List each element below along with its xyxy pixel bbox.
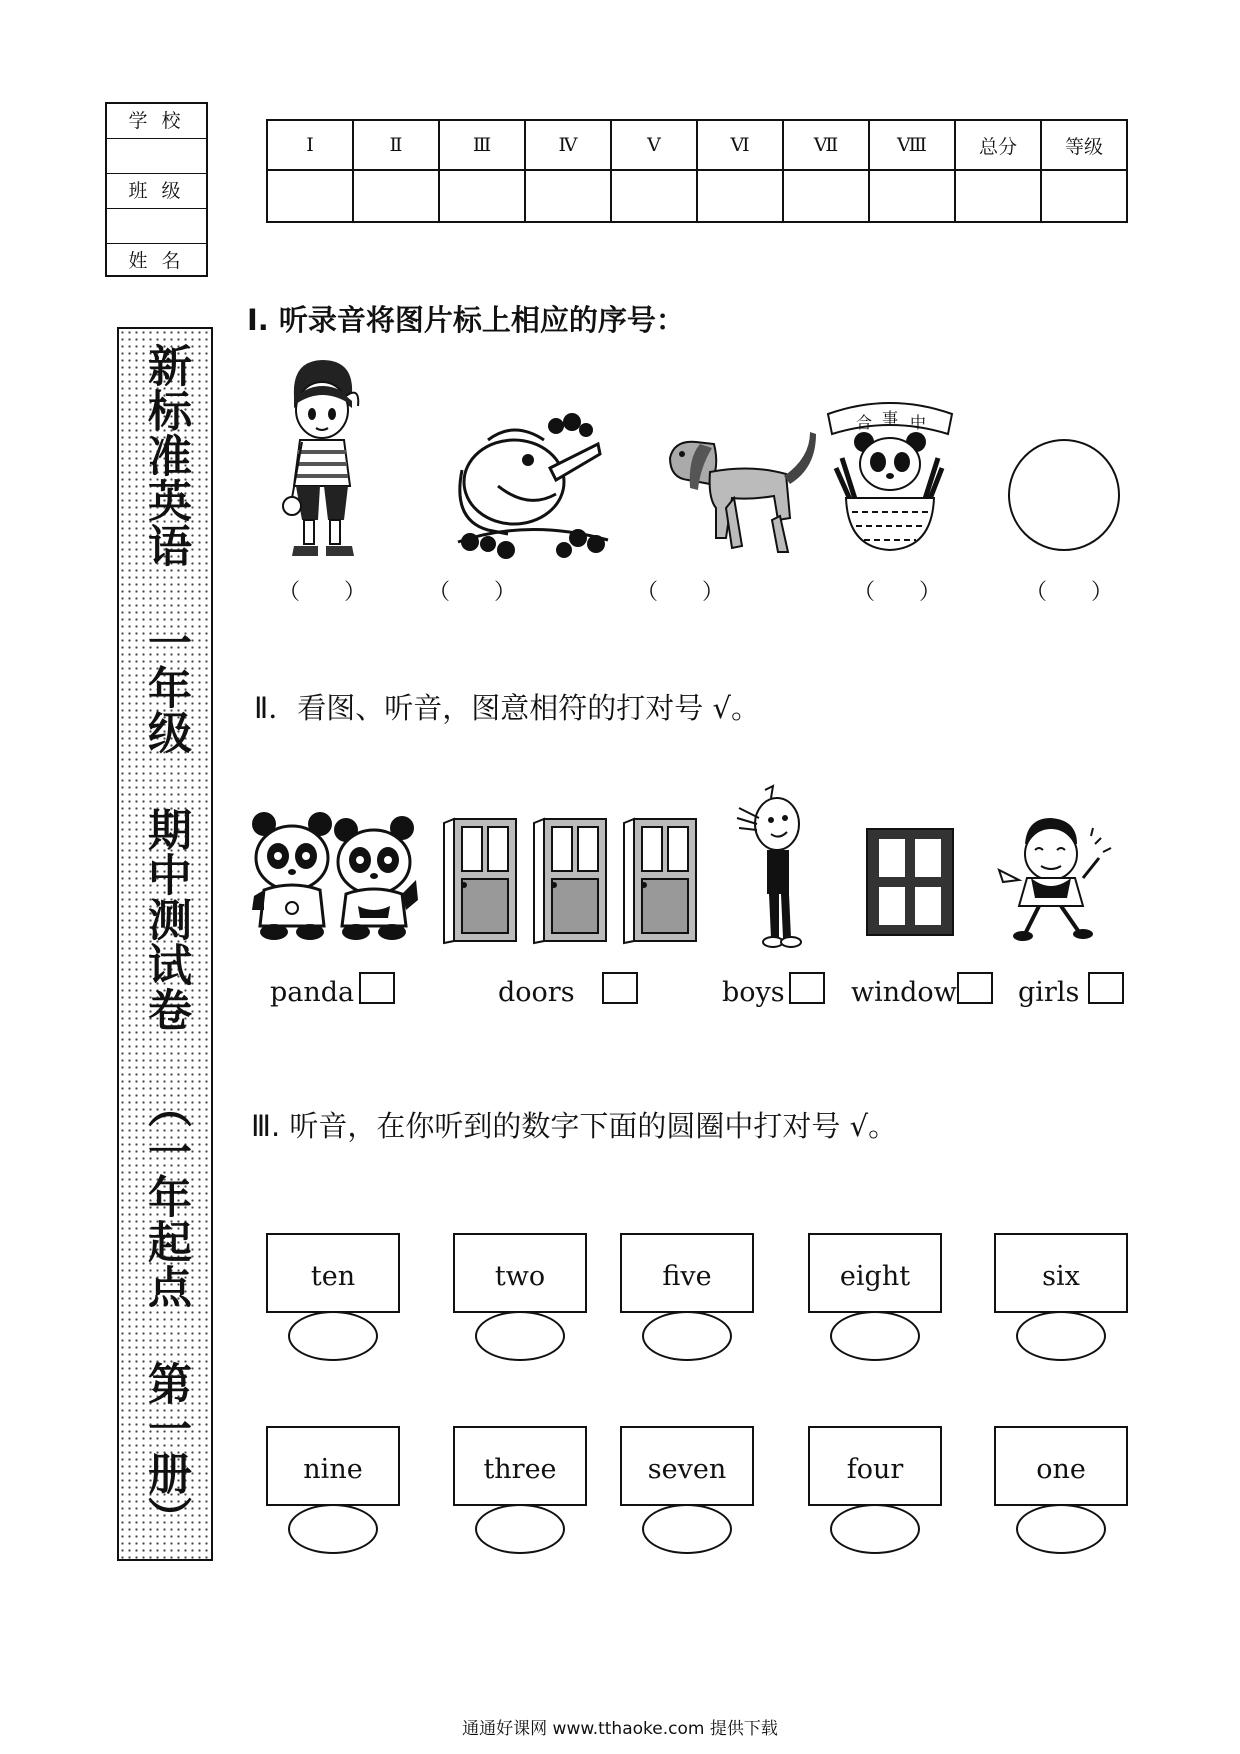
class-field[interactable] bbox=[107, 209, 206, 244]
number-box-one bbox=[994, 1426, 1128, 1506]
answer-slot-1[interactable]: （ ） bbox=[278, 580, 367, 605]
window-illustration bbox=[863, 825, 957, 939]
word-doors: doors bbox=[498, 977, 575, 1008]
number-box-six bbox=[994, 1233, 1128, 1313]
number-word: one bbox=[1036, 1454, 1086, 1485]
number-box-two bbox=[453, 1233, 587, 1313]
answer-slot-2[interactable]: （ ） bbox=[428, 580, 517, 605]
number-box-four bbox=[808, 1426, 942, 1506]
word-panda: panda bbox=[270, 977, 355, 1008]
score-header-total: 总分 bbox=[955, 120, 1041, 170]
answer-oval-seven[interactable] bbox=[642, 1504, 732, 1554]
answer-slot-5[interactable]: （ ） bbox=[1025, 580, 1114, 605]
class-label: 班 级 bbox=[107, 174, 206, 209]
answer-oval-two[interactable] bbox=[475, 1311, 565, 1361]
section1-heading: Ⅰ. 听录音将图片标上相应的序号： bbox=[247, 303, 685, 337]
score-cell[interactable] bbox=[353, 170, 439, 222]
svg-text:合: 合 bbox=[856, 413, 873, 432]
number-box-three bbox=[453, 1426, 587, 1506]
three-doors-illustration bbox=[440, 815, 704, 945]
boy-illustration bbox=[272, 356, 372, 566]
panda-in-basket-illustration bbox=[822, 398, 958, 562]
score-header-6: Ⅵ bbox=[697, 120, 783, 170]
answer-oval-four[interactable] bbox=[830, 1504, 920, 1554]
number-word: six bbox=[1042, 1261, 1080, 1292]
score-table bbox=[266, 119, 1128, 223]
score-header-2: Ⅱ bbox=[353, 120, 439, 170]
word-girls: girls bbox=[1018, 977, 1080, 1008]
score-cell-total[interactable] bbox=[955, 170, 1041, 222]
title-banner bbox=[117, 327, 213, 1561]
number-box-nine bbox=[266, 1426, 400, 1506]
score-header-5: Ⅴ bbox=[611, 120, 697, 170]
svg-text:事: 事 bbox=[882, 409, 899, 428]
answer-oval-three[interactable] bbox=[475, 1504, 565, 1554]
score-cell[interactable] bbox=[439, 170, 525, 222]
score-header-7: Ⅶ bbox=[783, 120, 869, 170]
page-title: 新标准英语 一年级 期中测试卷 （一年起点 第一册） bbox=[140, 343, 191, 1541]
score-header-3: Ⅲ bbox=[439, 120, 525, 170]
number-word: seven bbox=[647, 1454, 727, 1485]
number-word: three bbox=[483, 1454, 557, 1485]
answer-oval-nine[interactable] bbox=[288, 1504, 378, 1554]
checkbox-panda[interactable] bbox=[359, 972, 395, 1004]
answer-oval-one[interactable] bbox=[1016, 1504, 1106, 1554]
checkbox-girls[interactable] bbox=[1088, 972, 1124, 1004]
bird-illustration bbox=[448, 410, 618, 560]
number-word: eight bbox=[839, 1261, 911, 1292]
score-header-1: Ⅰ bbox=[267, 120, 353, 170]
score-cell[interactable] bbox=[697, 170, 783, 222]
answer-slot-3[interactable]: （ ） bbox=[636, 580, 725, 605]
score-cell[interactable] bbox=[525, 170, 611, 222]
number-word: five bbox=[662, 1261, 712, 1292]
section2-heading: Ⅱ．看图、听音，图意相符的打对号 √。 bbox=[254, 691, 760, 725]
school-field[interactable] bbox=[107, 139, 206, 174]
section3-heading: Ⅲ. 听音，在你听到的数字下面的圆圈中打对号 √。 bbox=[251, 1109, 898, 1143]
score-cell-grade[interactable] bbox=[1041, 170, 1127, 222]
footer-text: 通通好课网 www.tthaoke.com 提供下载 bbox=[462, 1719, 778, 1739]
word-window: window bbox=[851, 977, 957, 1008]
answer-oval-five[interactable] bbox=[642, 1311, 732, 1361]
checkbox-doors[interactable] bbox=[602, 972, 638, 1004]
answer-slot-4[interactable]: （ ） bbox=[853, 580, 942, 605]
score-cell[interactable] bbox=[267, 170, 353, 222]
score-header-grade: 等级 bbox=[1041, 120, 1127, 170]
answer-oval-six[interactable] bbox=[1016, 1311, 1106, 1361]
name-label: 姓 名 bbox=[128, 250, 185, 272]
checkbox-boys[interactable] bbox=[789, 972, 825, 1004]
score-cell[interactable] bbox=[783, 170, 869, 222]
number-word: nine bbox=[303, 1454, 363, 1485]
score-cell[interactable] bbox=[611, 170, 697, 222]
dog-illustration bbox=[660, 428, 820, 558]
boy-figure-illustration bbox=[735, 784, 819, 952]
answer-oval-ten[interactable] bbox=[288, 1311, 378, 1361]
answer-oval-eight[interactable] bbox=[830, 1311, 920, 1361]
number-box-ten bbox=[266, 1233, 400, 1313]
number-box-eight bbox=[808, 1233, 942, 1313]
checkbox-window[interactable] bbox=[957, 972, 993, 1004]
number-box-five bbox=[620, 1233, 754, 1313]
number-word: four bbox=[846, 1454, 904, 1485]
number-word: two bbox=[494, 1261, 546, 1292]
score-cell[interactable] bbox=[869, 170, 955, 222]
number-box-seven bbox=[620, 1426, 754, 1506]
student-info-box bbox=[105, 102, 208, 277]
two-pandas-illustration bbox=[250, 810, 420, 944]
circle-shape bbox=[1005, 436, 1123, 554]
score-header-8: Ⅷ bbox=[869, 120, 955, 170]
school-label: 学 校 bbox=[107, 104, 206, 139]
svg-text:中: 中 bbox=[910, 413, 927, 432]
score-header-4: Ⅳ bbox=[525, 120, 611, 170]
number-word: ten bbox=[310, 1261, 356, 1292]
girl-figure-illustration bbox=[995, 814, 1115, 942]
word-boys: boys bbox=[722, 977, 785, 1008]
